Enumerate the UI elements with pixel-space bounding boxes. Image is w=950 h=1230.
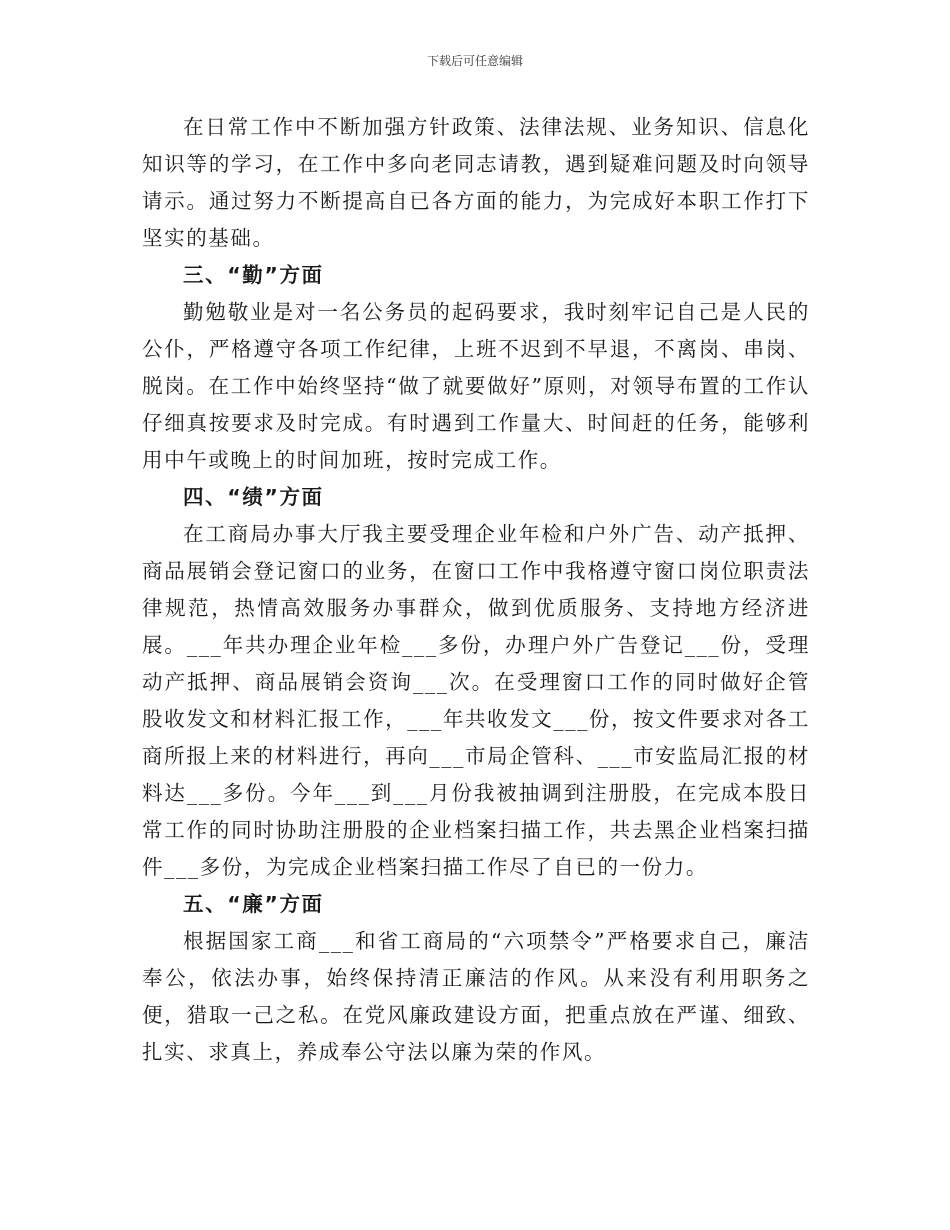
paragraph-integrity: 根据国家工商___和省工商局的“六项禁令”严格要求自己，廉洁奉公，依法办事，始终保持清正廉洁的作风。从来没有利用职务之便，猎取一己之私。在党风廉政建设方面，把重点放在严谨、细致、扎实、求真上，养成奉公守法以廉为荣的作风。 [142, 929, 810, 1064]
paragraph-diligence: 勤勉敬业是对一名公务员的起码要求，我时刻牢记自己是人民的公仆，严格遵守各项工作纪律，上班不迟到不早退，不离岗、串岗、脱岗。在工作中始终坚持“做了就要做好”原则，对领导布置的工作认仔细真按要求及时完成。有时遇到工作量大、时间赶的任务，能够利用中午或晚上的时间加班，按时完成工作。 [142, 300, 810, 472]
document-body [142, 109, 810, 1071]
heading-performance: 四、“绩”方面 [183, 485, 324, 509]
heading-diligence: 三、“勤”方面 [183, 263, 324, 287]
page-header-note: 下载后可任意编辑 [426, 54, 523, 68]
paragraph-performance: 在工商局办事大厅我主要受理企业年检和户外广告、动产抵押、商品展销会登记窗口的业务，在窗口工作中我格遵守窗口岗位职责法律规范，热情高效服务办事群众，做到优质服务、支持地方经济进展。___年共办理企业年检___多份，办理户外广告登记___份，受理动产抵押、商品展销会资询___次。在受理窗口工作的同时做好企管股收发文和材料汇报工作，___年共收发文___份，按文件要求对各工商所报上来的材料进行，再向___市局企管科、___市安监局汇报的材料达___多份。今年___到___月份我被抽调到注册股，在完成本股日常工作的同时协助注册股的企业档案扫描工作，共去黑企业档案扫描件___多份，为完成企业档案扫描工作尽了自已的一份力。 [142, 522, 810, 879]
heading-integrity: 五、“廉”方面 [183, 892, 324, 916]
paragraph-study: 在日常工作中不断加强方针政策、法律法规、业务知识、信息化知识等的学习，在工作中多向老同志请教，遇到疑难问题及时向领导请示。通过努力不断提高自已各方面的能力，为完成好本职工作打下坚实的基础。 [142, 115, 810, 250]
